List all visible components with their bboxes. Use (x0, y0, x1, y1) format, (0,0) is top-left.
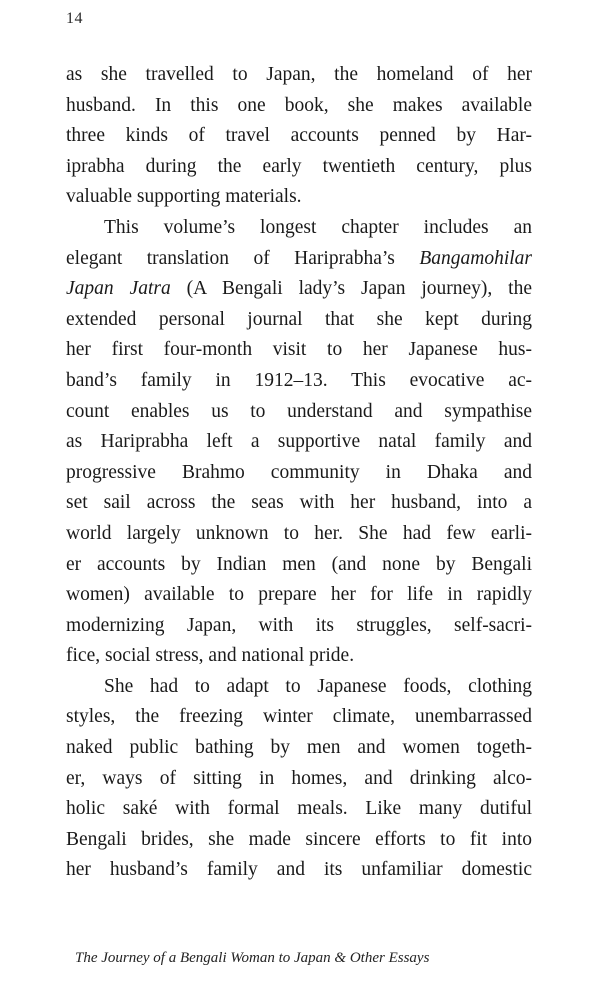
text-line: She had to adapt to Japanese foods, clothing (104, 675, 532, 697)
text-line: valuable supporting materials. (66, 186, 302, 208)
running-footer-title: The Journey of a Bengali Woman to Japan & Other Essays (75, 950, 430, 966)
text-line (66, 244, 532, 275)
paragraph-3 (66, 672, 532, 886)
text-line: world largely unknown to her. She had few earli- (66, 522, 532, 544)
text-line: styles, the freezing winter climate, unembarrassed (66, 706, 532, 728)
text-line: This volume’s longest chapter includes an (104, 216, 532, 238)
text-line: progressive Brahmo community in Dhaka and (66, 461, 532, 483)
text-line: extended personal journal that she kept during (66, 308, 532, 330)
text-line: holic saké with formal meals. Like many dutiful (66, 798, 532, 820)
text-line: as Hariprabha left a supportive natal family and (66, 431, 532, 453)
page-number: 14 (66, 10, 83, 27)
text-line: her first four-month visit to her Japanese hus- (66, 339, 532, 361)
text-line: three kinds of travel accounts penned by Har- (66, 125, 532, 147)
book-title: Bangamohilar (419, 247, 532, 269)
paragraph-1 (66, 60, 532, 213)
text-line: er accounts by Indian men (and none by Bengali (66, 553, 532, 575)
text-line: women) available to prepare her for life in rapidly (66, 584, 532, 606)
text-line: husband. In this one book, she makes available (66, 94, 532, 116)
text-line: fice, social stress, and national pride. (66, 645, 355, 667)
text-segment: (A Bengali lady’s Japan journey), the (170, 278, 532, 300)
text-segment: elegant translation of Hariprabha’s (66, 247, 420, 269)
text-line: iprabha during the early twentieth century, plus (66, 155, 532, 177)
text-line: set sail across the seas with her husband, into a (66, 492, 532, 514)
body-text (66, 60, 532, 886)
text-line: band’s family in 1912–13. This evocative ac- (66, 369, 532, 391)
text-line: her husband’s family and its unfamiliar domestic (66, 859, 532, 881)
text-line: Bengali brides, she made sincere efforts to fit into (66, 828, 532, 850)
text-line: naked public bathing by men and women togeth- (66, 737, 532, 759)
text-line (66, 274, 532, 305)
text-line: count enables us to understand and sympathise (66, 400, 532, 422)
text-line: modernizing Japan, with its struggles, self-sacri- (66, 614, 532, 636)
text-line: er, ways of sitting in homes, and drinking alco- (66, 767, 532, 789)
text-line: as she travelled to Japan, the homeland of her (66, 64, 532, 85)
paragraph-2 (66, 213, 532, 672)
book-title: Japan Jatra (66, 278, 171, 300)
